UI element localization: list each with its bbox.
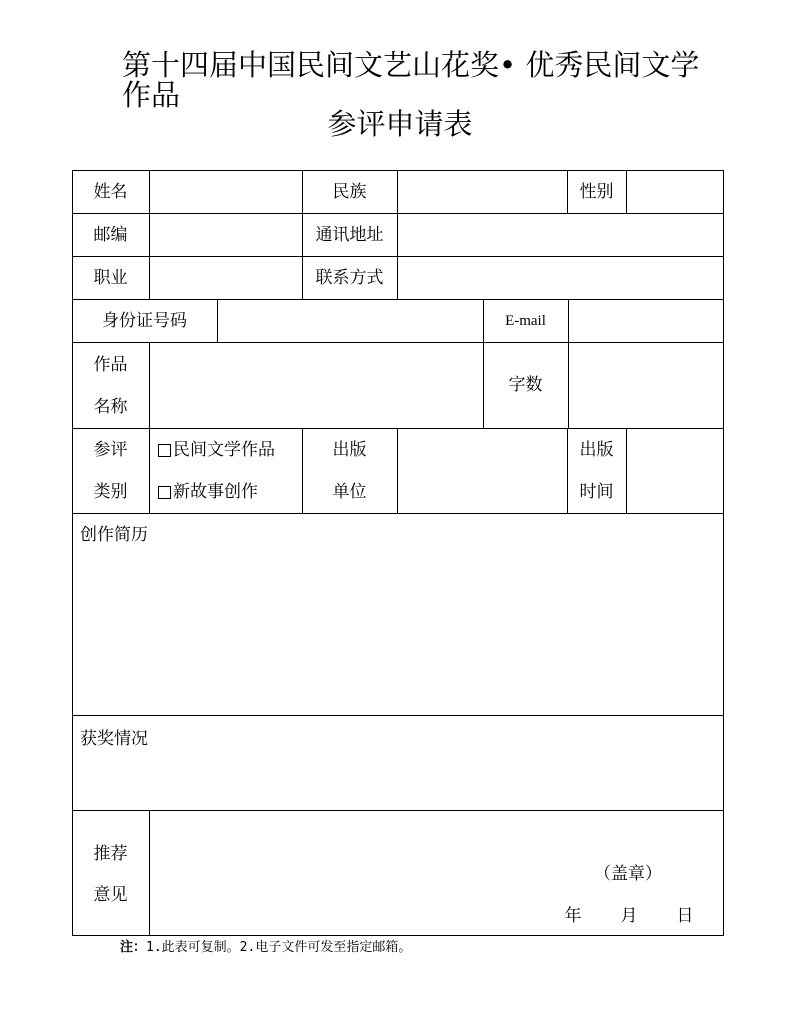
occupation-label: 职业 [93,267,128,288]
work-title-label-2: 名称 [93,397,128,417]
category-label-2: 类别 [93,482,128,502]
pubtime-label-1: 出版 [579,440,614,460]
awards-field[interactable] [73,754,723,809]
category-option-label: 新故事创作 [173,482,258,502]
email-label: E-mail [505,312,546,329]
recommendation-field[interactable] [150,811,570,935]
id-number-label: 身份证号码 [102,310,187,331]
date-year-label: 年 [564,906,582,926]
id-number-field[interactable] [218,299,483,342]
publisher-label-2: 单位 [332,482,367,502]
footnote-text: 1.此表可复制。2.电子文件可发至指定邮箱。 [146,940,412,955]
work-title-label-1: 作品 [93,355,128,375]
postcode-field[interactable] [150,213,302,256]
contact-field[interactable] [398,256,724,299]
occupation-field[interactable] [150,256,302,299]
row-divider [72,715,724,716]
bio-field[interactable] [73,550,723,714]
ethnicity-label: 民族 [332,181,367,202]
work-title-field[interactable] [150,342,483,428]
recommendation-label-1: 推荐 [93,844,128,864]
footnote-prefix: 注： [120,940,147,955]
pubtime-field[interactable] [627,428,724,513]
category-label-1: 参评 [93,440,128,460]
word-count-label: 字数 [508,375,543,395]
footnote [120,937,411,959]
date-month-label: 月 [620,906,638,926]
date-day-label: 日 [676,906,694,926]
form-title-line-2: 作品 [122,78,181,112]
form-subtitle: 参评申请表 [327,107,473,141]
postcode-label: 邮编 [93,224,128,245]
email-field[interactable] [569,299,724,342]
gender-label: 性别 [579,181,614,202]
recommendation-label-2: 意见 [93,885,128,905]
form-title-line-1: 第十四届中国民间文艺山花奖• 优秀民间文学 [122,48,700,82]
ethnicity-field[interactable] [398,170,567,213]
row-divider [72,513,724,514]
seal-label: （盖章） [594,864,662,884]
gender-field[interactable] [627,170,724,213]
address-label: 通讯地址 [315,224,384,245]
category-option-new-story[interactable] [158,479,302,505]
publisher-field[interactable] [398,428,567,513]
category-option-folk-literature[interactable] [158,437,302,463]
pubtime-label-2: 时间 [579,482,614,502]
bio-label: 创作简历 [80,525,148,545]
awards-label: 获奖情况 [80,729,148,749]
contact-label: 联系方式 [315,267,384,288]
word-count-field[interactable] [569,342,724,428]
checkbox-icon[interactable] [158,486,171,499]
category-option-label: 民间文学作品 [173,440,275,460]
name-label: 姓名 [93,181,128,202]
address-field[interactable] [398,213,724,256]
checkbox-icon[interactable] [158,444,171,457]
name-field[interactable] [150,170,302,213]
publisher-label-1: 出版 [332,440,367,460]
